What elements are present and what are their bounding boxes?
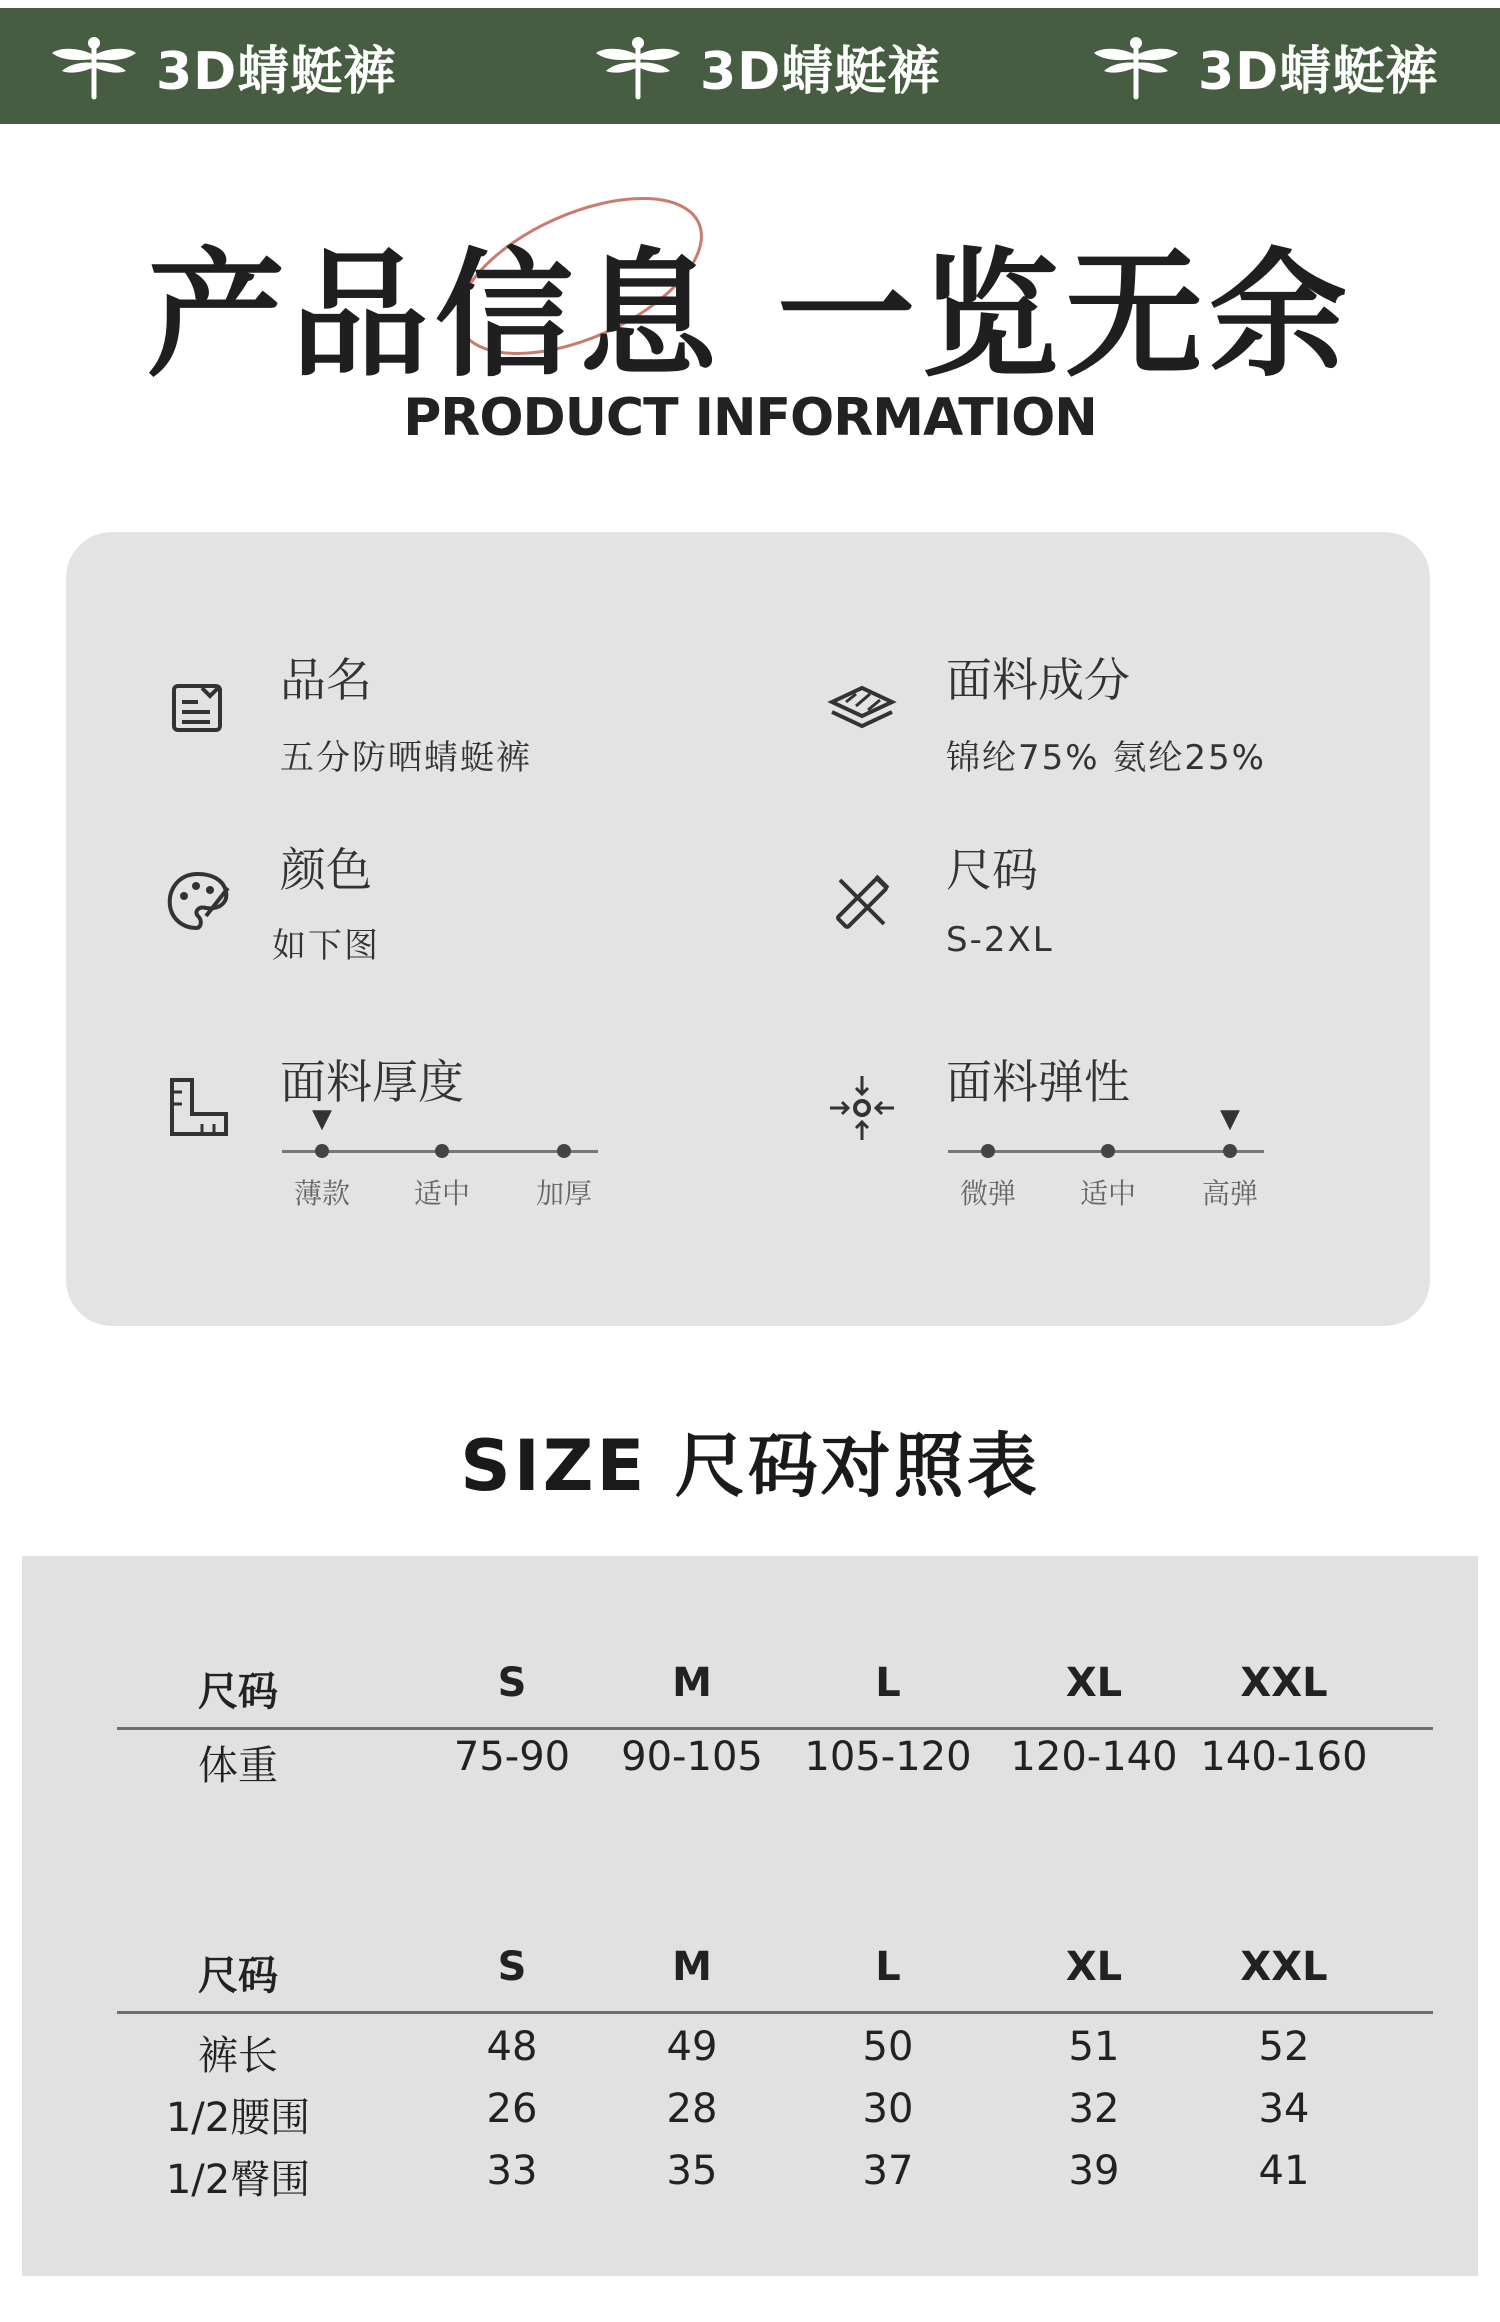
info-label-name: 品名 (280, 653, 372, 707)
table-header-cell: 尺码 (198, 1953, 278, 1999)
table-cell: 33 (486, 2148, 538, 2194)
ruler-pencil-icon (826, 866, 898, 938)
info-value-size: S-2XL (946, 920, 1054, 960)
scale-dot (1223, 1144, 1237, 1158)
table-cell: 32 (1068, 2086, 1120, 2132)
brand-text: 3D蜻蜓裤 (1198, 41, 1439, 102)
info-value-fabric: 锦纶75% 氨纶25% (946, 738, 1266, 778)
table1-divider (117, 1727, 1433, 1730)
dragonfly-icon (1090, 31, 1182, 101)
thickness-scale (282, 1104, 598, 1218)
table-row-label: 体重 (198, 1743, 278, 1789)
scale-selected-marker: ▼ (312, 1104, 332, 1134)
table-header-cell: XXL (1240, 1944, 1328, 1990)
size-chart-title: SIZE 尺码对照表 (460, 1425, 1040, 1507)
scale-option-label: 加厚 (535, 1177, 592, 1210)
dragonfly-icon (592, 31, 684, 101)
info-label-fabric: 面料成分 (946, 653, 1130, 707)
scale-dot (981, 1144, 995, 1158)
table-header-cell: S (497, 1944, 527, 1990)
scale-option-label: 高弹 (1201, 1177, 1258, 1210)
table-header-cell: 尺码 (198, 1669, 278, 1715)
scale-dot (1101, 1144, 1115, 1158)
table-cell: 75-90 (453, 1734, 571, 1780)
scale-option-label: 薄款 (293, 1177, 350, 1210)
table-cell: 140-160 (1200, 1734, 1368, 1780)
info-value-name: 五分防晒蜻蜓裤 (280, 738, 532, 778)
table-cell: 50 (862, 2024, 914, 2070)
table-cell: 28 (666, 2086, 718, 2132)
tag-card-icon (162, 672, 234, 744)
scale-dot (315, 1144, 329, 1158)
table-cell: 26 (486, 2086, 538, 2132)
size-chart-panel (22, 1556, 1478, 2276)
info-label-size: 尺码 (946, 843, 1038, 897)
table-cell: 35 (666, 2148, 718, 2194)
scale-dot (557, 1144, 571, 1158)
table-header-cell: XL (1065, 1660, 1123, 1706)
table2-divider (117, 2011, 1433, 2014)
thickness-ruler-icon (162, 1072, 234, 1144)
top-banner (0, 8, 1500, 124)
info-label-color: 颜色 (280, 843, 372, 897)
brand-mark (48, 8, 396, 124)
table-row-label: 裤长 (198, 2033, 278, 2079)
info-label-elasticity: 面料弹性 (946, 1055, 1130, 1109)
stretch-arrows-icon (826, 1072, 898, 1144)
info-value-color: 如下图 (272, 926, 380, 966)
table-header-cell: L (875, 1944, 901, 1990)
elasticity-scale (948, 1104, 1264, 1218)
table-cell: 51 (1068, 2024, 1120, 2070)
table-cell: 34 (1258, 2086, 1310, 2132)
table-cell: 105-120 (804, 1734, 972, 1780)
scale-option-label: 微弹 (959, 1177, 1016, 1210)
brand-text: 3D蜻蜓裤 (156, 41, 397, 102)
scale-selected-marker: ▼ (1220, 1104, 1240, 1134)
dragonfly-icon (48, 31, 140, 101)
table-header-cell: M (672, 1944, 712, 1990)
brand-mark (592, 8, 940, 124)
table-cell: 39 (1068, 2148, 1120, 2194)
fabric-layers-icon (826, 672, 898, 744)
page-subtitle: PRODUCT INFORMATION (403, 388, 1097, 448)
table-cell: 41 (1258, 2148, 1310, 2194)
scale-dot (435, 1144, 449, 1158)
table-header-cell: S (497, 1660, 527, 1706)
product-info-card (66, 532, 1430, 1326)
scale-option-label: 适中 (1079, 1177, 1136, 1210)
brand-mark (1090, 8, 1438, 124)
table-cell: 37 (862, 2148, 914, 2194)
table-cell: 90-105 (621, 1734, 763, 1780)
table-cell: 48 (486, 2024, 538, 2070)
scale-option-label: 适中 (413, 1177, 470, 1210)
palette-icon (162, 866, 234, 938)
table-row-label: 1/2臀围 (165, 2157, 311, 2203)
table-row-label: 1/2腰围 (165, 2095, 311, 2141)
table-header-cell: M (672, 1660, 712, 1706)
table-header-cell: L (875, 1660, 901, 1706)
table-cell: 52 (1258, 2024, 1310, 2070)
brand-text: 3D蜻蜓裤 (700, 41, 941, 102)
table-header-cell: XXL (1240, 1660, 1328, 1706)
info-label-thickness: 面料厚度 (280, 1055, 464, 1109)
table-header-cell: XL (1065, 1944, 1123, 1990)
table-cell: 120-140 (1010, 1734, 1178, 1780)
table-cell: 49 (666, 2024, 718, 2070)
table-cell: 30 (862, 2086, 914, 2132)
page-title: 产品信息 一览无余 (146, 235, 1354, 396)
